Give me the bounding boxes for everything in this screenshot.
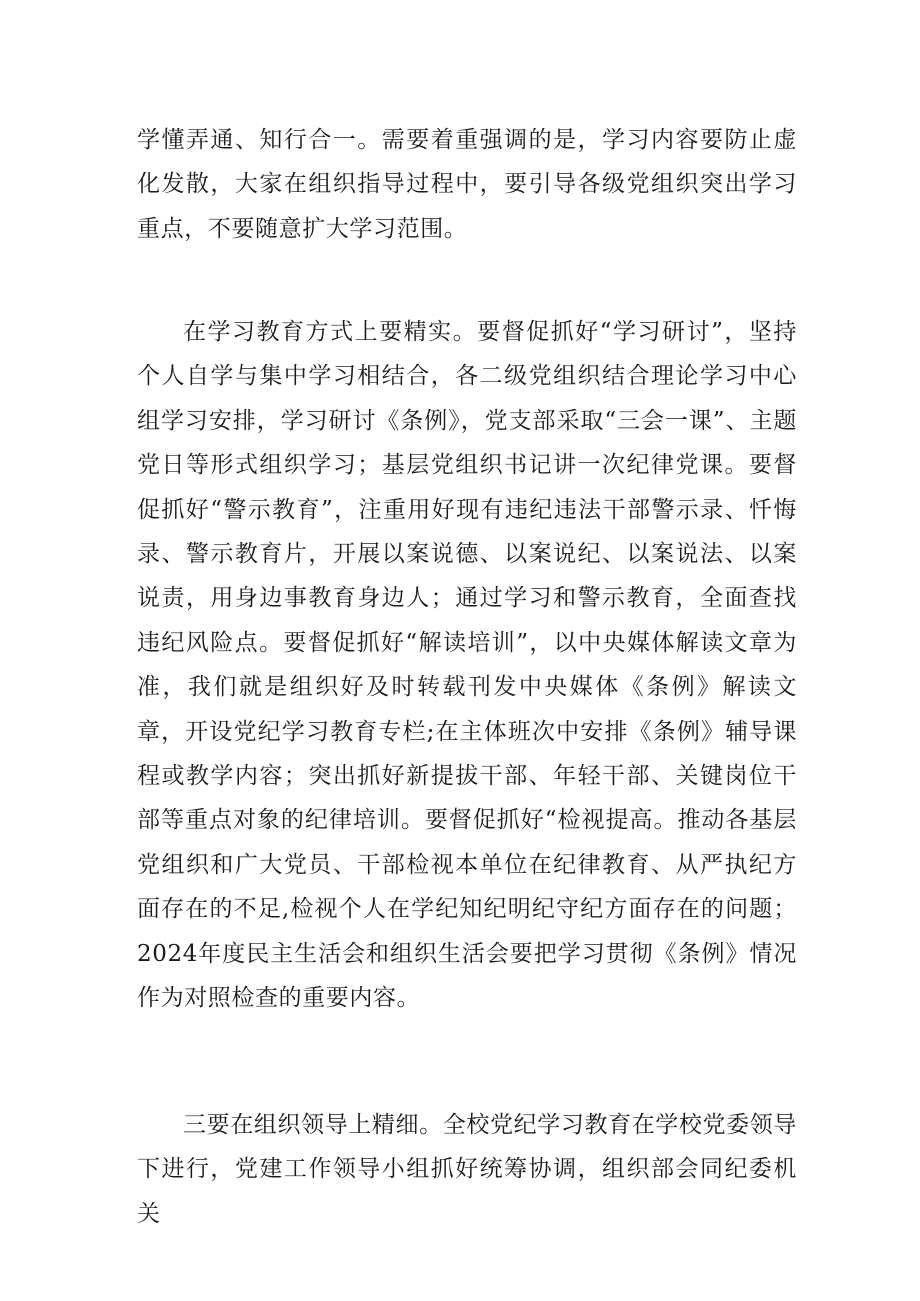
document-page (137, 0, 797, 1301)
paragraph-continuation: 学懂弄通、知行合一。需要着重强调的是，学习内容要防止虚化发散，大家在组织指导过程中，要引导各级党组织突出学习重点，不要随意扩大学习范围。 (137, 127, 797, 242)
paragraph-study-methods: 在学习教育方式上要精实。要督促抓好“学习研讨”，坚持个人自学与集中学习相结合，各二级党组织结合理论学习中心组学习安排，学习研讨《条例》，党支部采取“三会一课”、主题党日等形式组织学习；基层党组织书记讲一次纪律党课。要督促抓好“警示教育”，注重用好现有违纪违法干部警示录、忏悔录、警示教育片，开展以案说德、以案说纪、以案说法、以案说责，用身边事教育身边人；通过学习和警示教育，全面查找违纪风险点。要督促抓好“解读培训”，以中央媒体解读文章为准，我们就是组织好及时转载刊发中央媒体《条例》解读文章，开设党纪学习教育专栏;在主体班次中安排《条例》辅导课程或教学内容；突出抓好新提拔干部、年轻干部、关键岗位干部等重点对象的纪律培训。要督促抓好“检视提高。推动各基层党组织和广大党员、干部检视本单位在纪律教育、从严执纪方面存在的不足,检视个人在学纪知纪明纪守纪方面存在的问题；2024年度民主生活会和组织生活会要把学习贯彻《条例》情况作为对照检查的重要内容。 (137, 319, 797, 1012)
paragraph-organization-leadership: 三要在组织领导上精细。全校党纪学习教育在学校党委领导下进行，党建工作领导小组抓好统筹协调，组织部会同纪委机关 (137, 1112, 797, 1227)
